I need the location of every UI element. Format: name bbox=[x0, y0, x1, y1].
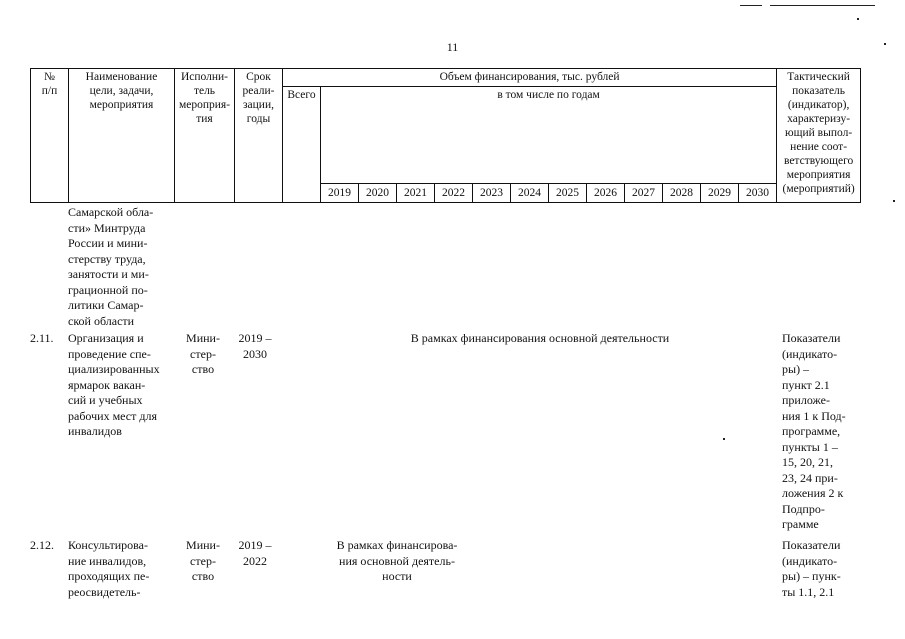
header-term: Срок реали- зации, годы bbox=[235, 69, 283, 203]
scan-dot bbox=[723, 438, 725, 440]
header-year: 2019 bbox=[321, 184, 359, 203]
row-indicator: Показатели (индикато- ры) – пунк- ты 1.1, 2.1 bbox=[782, 538, 841, 599]
header-total: Всего bbox=[283, 87, 321, 203]
continuation-name: Самарской обла- сти» Минтруда России и мини- стерству труда, занятости и ми- грационной по- литики Самар- ской области bbox=[68, 205, 154, 328]
page-number: 11 bbox=[446, 40, 459, 54]
header-num: № п/п bbox=[31, 69, 69, 203]
row-name: Организация и проведение спе- циализированных ярмарок вакан- сий и учебных рабочих мест для инвалидов bbox=[68, 331, 160, 438]
row-financing: В рамках финансирования основной деятельности bbox=[410, 331, 670, 345]
header-year: 2024 bbox=[511, 184, 549, 203]
header-executor: Исполни- тель мероприя- тия bbox=[175, 69, 235, 203]
scan-dot bbox=[884, 43, 886, 45]
scan-dot bbox=[857, 18, 859, 20]
header-year: 2030 bbox=[739, 184, 777, 203]
header-year: 2022 bbox=[435, 184, 473, 203]
financing-header-table bbox=[30, 68, 861, 203]
row-name: Консультирова- ние инвалидов, проходящих пе- реосвидетель- bbox=[68, 538, 150, 599]
scan-line bbox=[740, 5, 762, 6]
row-number: 2.11. bbox=[30, 331, 54, 345]
row-financing: В рамках финансирова- ния основной деятель- ности bbox=[336, 538, 458, 583]
header-indicator: Тактический показатель (индикатор), характеризу- ющий выпол- нение соот- ветствующего мероприятия (мероприятий) bbox=[777, 69, 861, 203]
header-finance: Объем финансирования, тыс. рублей bbox=[283, 69, 777, 87]
header-year: 2026 bbox=[587, 184, 625, 203]
header-name: Наименование цели, задачи, мероприятия bbox=[69, 69, 175, 203]
header-year: 2023 bbox=[473, 184, 511, 203]
row-indicator: Показатели (индикато- ры) – пункт 2.1 приложе- ния 1 к Под- программе, пункты 1 – 15, 20, 21, 23, 24 при- ложения 2 к Подпро- грамме bbox=[782, 331, 846, 531]
row-executor: Мини- стер- ство bbox=[186, 538, 220, 583]
header-year: 2020 bbox=[359, 184, 397, 203]
row-term: 2019 – 2030 bbox=[238, 331, 272, 361]
row-number: 2.12. bbox=[30, 538, 54, 552]
header-year: 2021 bbox=[397, 184, 435, 203]
scan-dot bbox=[893, 200, 895, 202]
row-term: 2019 – 2022 bbox=[238, 538, 272, 568]
header-year: 2029 bbox=[701, 184, 739, 203]
row-executor: Мини- стер- ство bbox=[186, 331, 220, 376]
header-year: 2027 bbox=[625, 184, 663, 203]
header-year: 2028 bbox=[663, 184, 701, 203]
header-by-years: в том числе по годам bbox=[321, 87, 777, 184]
scan-line bbox=[770, 5, 875, 6]
header-year: 2025 bbox=[549, 184, 587, 203]
